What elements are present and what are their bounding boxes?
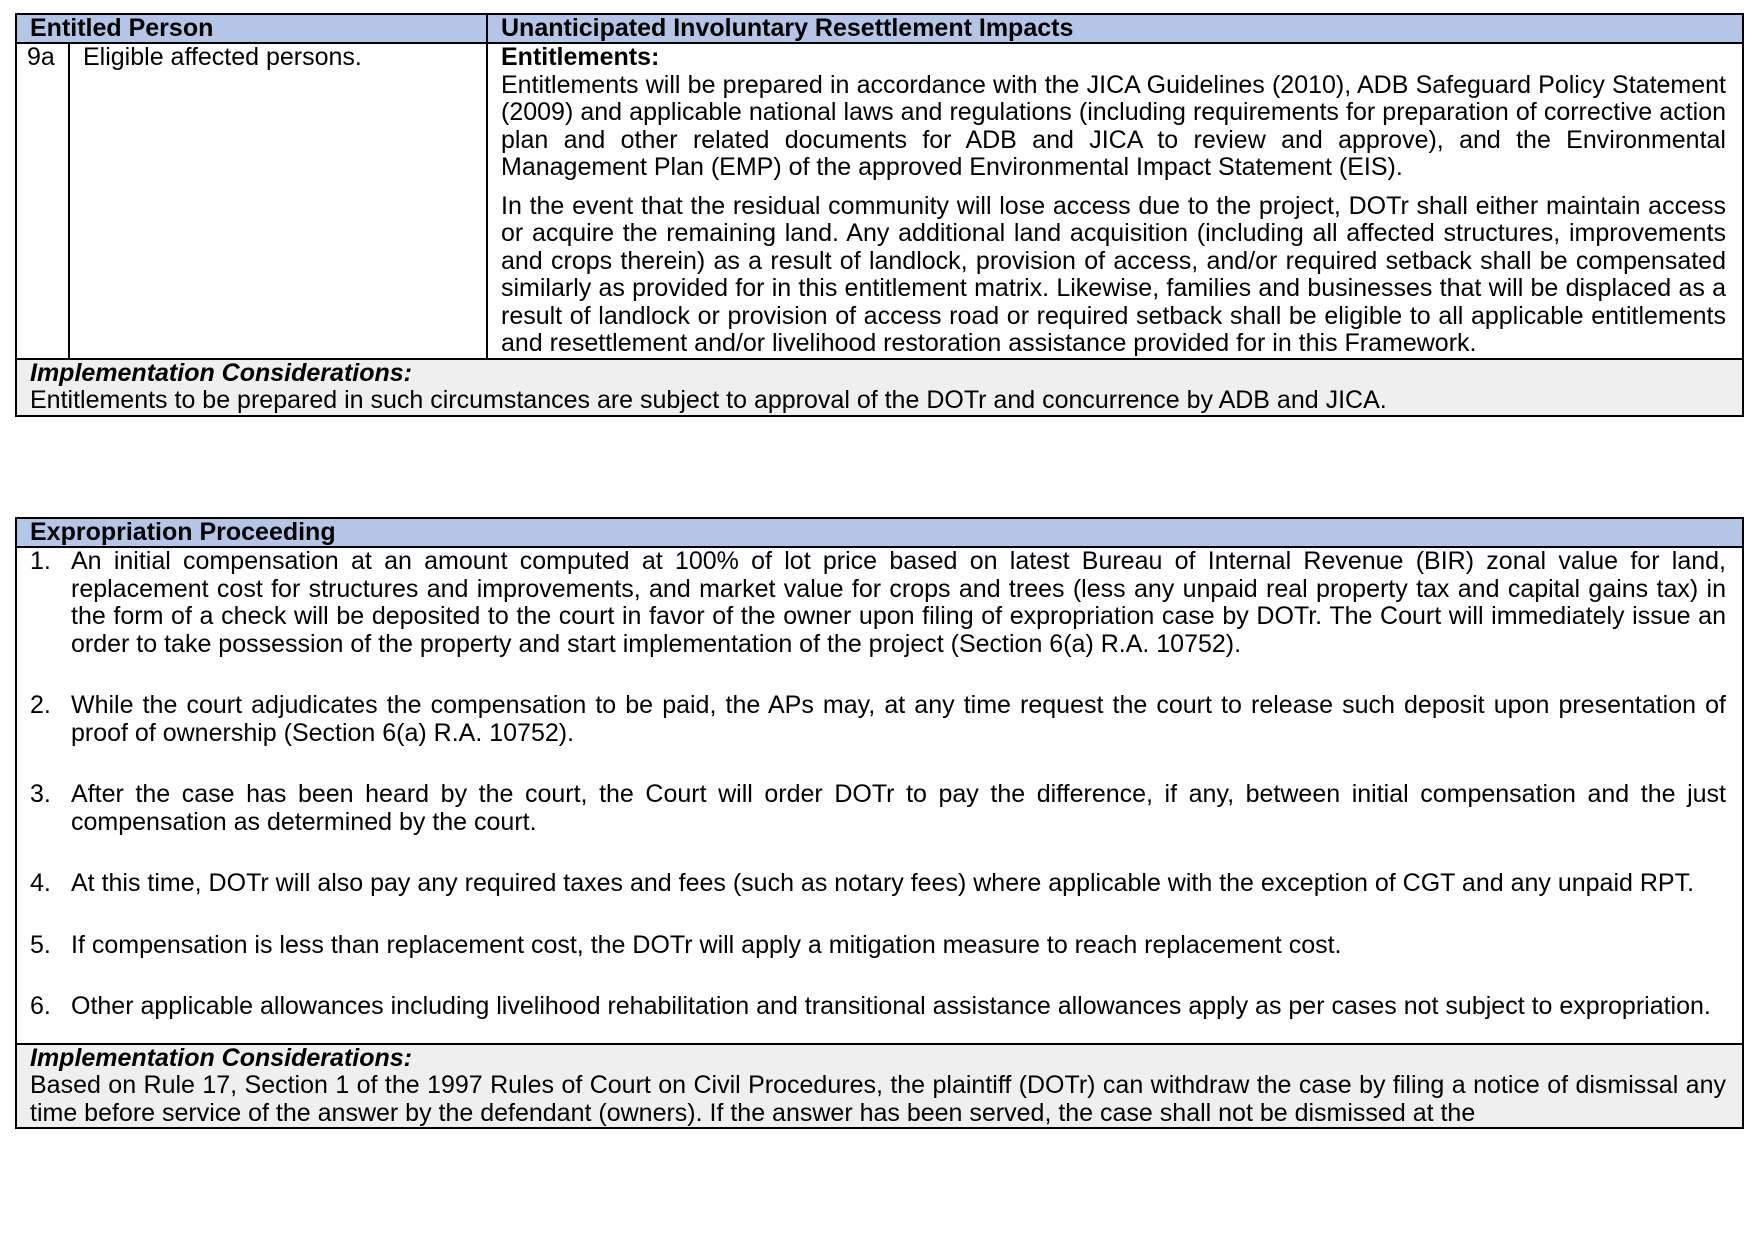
list-item-text: After the case has been heard by the court, the Court will order DOTr to pay the difference, if any, between initial compensation and the just compensation as determined by the court. — [71, 780, 1726, 836]
list-item-text: At this time, DOTr will also pay any required taxes and fees (such as notary fees) where applicable with the exception of CGT and any unpaid RPT. — [71, 869, 1695, 897]
implementation-cell-2 — [16, 1044, 1743, 1129]
impacts-header: Unanticipated Involuntary Resettlement Impacts — [487, 14, 1743, 43]
list-item-text: While the court adjudicates the compensation to be paid, the APs may, at any time request the court to release such deposit upon presentation of proof of ownership (Section 6(a) R.A. 10752). — [71, 691, 1726, 747]
list-item-number: 2. — [30, 691, 51, 719]
list-item-text: An initial compensation at an amount computed at 100% of lot price based on latest Bureau of Internal Revenue (BIR) zonal value for land, replacement cost for structures and improvements, and market value for crops and trees (less any unpaid real property tax and capital gains tax) in the form of a check will be deposited to the court in favor of the owner upon filing of expropriation case by DOTr. The Court will immediately issue an order to take possession of the property and start implementation of the project (Section 6(a) R.A. 10752). — [71, 547, 1726, 658]
list-item-number: 4. — [30, 869, 51, 897]
list-item-text: Other applicable allowances including livelihood rehabilitation and transitional assistance allowances apply as per cases not subject to expropriation. — [71, 992, 1711, 1020]
list-item — [30, 932, 1736, 960]
entitlement-table — [15, 13, 1744, 417]
list-item — [30, 548, 1736, 658]
entitlements-paragraph-2: In the event that the residual community will lose access due to the project, DOTr shall either maintain access or acquire the remaining land. Any additional land acquisition (including all affected structures, improvements and crops therein) as a result of landlock, provision of access, and/or required setback shall be compensated similarly as provided for in this entitlement matrix. Likewise, families and businesses that will be displaced as a result of landlock or provision of access road or required setback shall be eligible to all applicable entitlements and resettlement and/or livelihood restoration assistance provided for in this Framework. — [501, 191, 1726, 357]
entitlements-paragraph-1: Entitlements will be prepared in accordance with the JICA Guidelines (2010), ADB Safeguard Policy Statement (2009) and applicable national laws and regulations (including requirements for preparation of corrective action plan and other related documents for ADB and JICA to review and approve), and the Environmental Management Plan (EMP) of the approved Environmental Impact Statement (EIS). — [501, 70, 1726, 181]
list-item — [30, 781, 1736, 836]
expropriation-steps-list — [30, 548, 1736, 1021]
implementation-text-2: Based on Rule 17, Section 1 of the 1997 Rules of Court on Civil Procedures, the plaintiff (DOTr) can withdraw the case by filing a notice of dismissal any time before service of the answer by the defendant (owners). If the answer has been served, the case shall not be dismissed at the — [30, 1071, 1726, 1127]
implementation-title-2: Implementation Considerations: — [30, 1043, 412, 1072]
row-number: 9a — [16, 43, 69, 359]
entitled-person-header: Entitled Person — [16, 14, 487, 43]
entitlements-title: Entitlements: — [501, 43, 660, 71]
expropriation-header: Expropriation Proceeding — [16, 518, 1743, 547]
entitlement-row — [16, 43, 1743, 359]
expropriation-header-row — [16, 518, 1743, 547]
list-item-number: 1. — [30, 547, 51, 575]
entitlements-cell — [487, 43, 1743, 359]
implementation-text-1: Entitlements to be prepared in such circumstances are subject to approval of the DOTr and concurrence by ADB and JICA. — [30, 386, 1387, 414]
entitlement-table-header-row — [16, 14, 1743, 43]
expropriation-list-cell — [16, 547, 1743, 1044]
list-item-number: 3. — [30, 780, 51, 808]
entitled-person-cell: Eligible affected persons. — [69, 43, 487, 359]
implementation-row-1 — [16, 359, 1743, 416]
list-item — [30, 993, 1736, 1021]
list-item — [30, 870, 1736, 898]
expropriation-list-row — [16, 547, 1743, 1044]
list-item-text: If compensation is less than replacement cost, the DOTr will apply a mitigation measure to reach replacement cost. — [71, 930, 1342, 959]
implementation-cell-1 — [16, 359, 1743, 416]
implementation-title-1: Implementation Considerations: — [30, 358, 412, 387]
list-item-number: 5. — [30, 930, 51, 959]
expropriation-table — [15, 517, 1744, 1129]
implementation-row-2 — [16, 1044, 1743, 1129]
list-item — [30, 692, 1736, 747]
list-item-number: 6. — [30, 992, 51, 1020]
